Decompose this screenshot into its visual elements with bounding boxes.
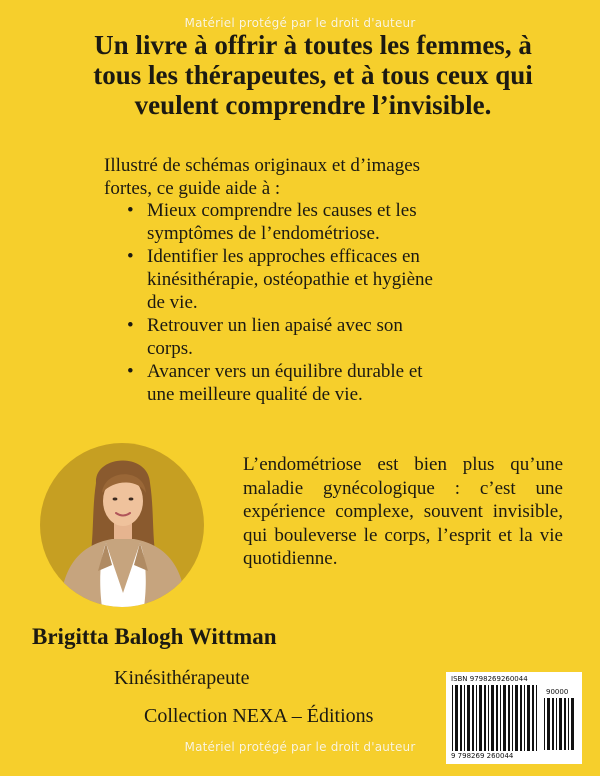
benefit-item: • Mieux comprendre les causes et les symptômes de l’endométriose. [104,199,440,245]
quote-text: L’endométriose est bien plus qu’une maladie gynécologique : c’est une expérience complexe, souvent invisible, qui bouleverse le corps, l’esprit et la vie quotidienne. [243,454,563,569]
benefit-item: • Retrouver un lien apaisé avec son corps. [104,314,440,360]
collection-label: Collection NEXA – Éditions [144,705,374,727]
benefit-item: • Identifier les approches efficaces en kinésithérapie, ostéopathie et hygiène de vie. [104,245,440,314]
author-portrait [40,443,204,607]
copyright-watermark-bottom: Matériel protégé par le droit d'auteur [184,740,416,754]
benefits-list [104,199,440,406]
benefit-item: • Avancer vers un équilibre durable et une meilleure qualité de vie. [104,360,440,406]
headline: Un livre à offrir à toutes les femmes, à tous les thérapeutes, et à tous ceux qui veulent comprendre l’invisible. [93,30,533,120]
copyright-watermark-top: Matériel protégé par le droit d'auteur [184,16,416,30]
author-photo-illustration [40,443,204,607]
author-name: Brigitta Balogh Wittman [32,624,277,649]
barcode-digits: 9 798269 260044 [451,752,514,760]
intro-text: Illustré de schémas originaux et d’images fortes, ce guide aide à : [104,155,421,199]
author-profession: Kinésithérapeute [114,667,250,689]
barcode-price-code: 90000 [546,688,569,696]
isbn-label: ISBN 9798269260044 [451,675,528,683]
